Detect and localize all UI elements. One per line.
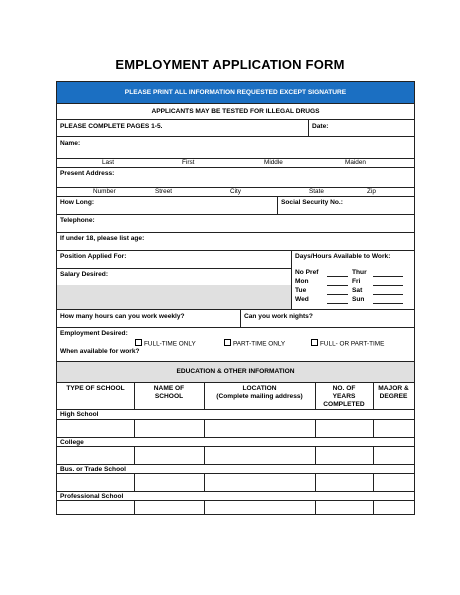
position-field[interactable] [57, 250, 291, 268]
when-available-field[interactable] [57, 346, 414, 360]
trade-school-entry-row[interactable] [57, 473, 414, 491]
school-type-high: High School [60, 411, 99, 418]
name-label: Name: [60, 140, 81, 147]
hours-weekly-field[interactable] [57, 309, 240, 327]
high-school-entry-row[interactable] [57, 419, 414, 437]
day-wed: Wed [295, 296, 309, 303]
address-part-zip: Zip [367, 188, 376, 195]
name-field[interactable] [57, 136, 414, 158]
ssn-label: Social Security No.: [281, 199, 343, 206]
checkbox-icon[interactable] [224, 339, 231, 346]
name-part-first: First [182, 159, 195, 166]
day-tue: Tue [295, 287, 307, 294]
day-sat: Sat [352, 287, 363, 294]
address-part-city: City [230, 188, 242, 195]
days-hours-label: Days/Hours Available to Work: [295, 253, 391, 260]
form-title: EMPLOYMENT APPLICATION FORM [115, 57, 345, 72]
col-type-of-school: TYPE OF SCHOOL [66, 385, 125, 392]
date-field[interactable] [308, 119, 414, 136]
professional-school-entry-row[interactable] [57, 500, 414, 514]
day-no-pref: No Pref [295, 269, 319, 276]
full-time-option[interactable]: FULL-TIME ONLY [135, 339, 196, 348]
ssn-field[interactable] [277, 196, 414, 214]
name-part-maiden: Maiden [345, 159, 366, 166]
col-name-of-school: NAME OF SCHOOL [153, 385, 185, 400]
how-long-label: How Long: [60, 199, 95, 206]
checkbox-icon[interactable] [311, 339, 318, 346]
school-type-professional: Professional School [60, 493, 124, 500]
position-label: Position Applied For: [60, 253, 127, 260]
when-available-label: When available for work? [60, 348, 140, 355]
address-label: Present Address: [60, 170, 115, 177]
drug-test-notice: APPLICANTS MAY BE TESTED FOR ILLEGAL DRUGS [151, 108, 320, 115]
part-time-option[interactable]: PART-TIME ONLY [224, 339, 285, 348]
date-label: Date: [312, 123, 329, 130]
telephone-field[interactable] [57, 214, 414, 232]
telephone-label: Telephone: [60, 217, 95, 224]
employment-desired-label: Employment Desired: [60, 330, 128, 337]
nights-label: Can you work nights? [244, 313, 313, 320]
day-mon: Mon [295, 278, 309, 285]
day-sun: Sun [352, 296, 365, 303]
how-long-field[interactable] [57, 196, 277, 214]
day-thur: Thur [352, 269, 367, 276]
college-entry-row[interactable] [57, 446, 414, 464]
name-part-last: Last [102, 159, 115, 166]
education-header: EDUCATION & OTHER INFORMATION [176, 368, 295, 375]
salary-field[interactable] [57, 268, 291, 285]
col-major-degree: MAJOR & DEGREE [378, 385, 409, 400]
col-location: LOCATION (Complete mailing address) [216, 385, 303, 400]
name-part-middle: Middle [264, 159, 283, 166]
age-field[interactable] [57, 232, 414, 250]
checkbox-icon[interactable] [135, 339, 142, 346]
hours-weekly-label: How many hours can you work weekly? [60, 313, 185, 320]
address-part-street: Street [155, 188, 173, 195]
day-fri: Fri [352, 278, 361, 285]
school-type-college: College [60, 439, 84, 446]
under18-label: If under 18, please list age: [60, 235, 145, 242]
address-part-state: State [309, 188, 324, 195]
col-years-completed: NO. OF YEARS COMPLETED [323, 385, 365, 408]
shaded-area [57, 285, 291, 309]
full-or-part-time-option[interactable]: FULL- OR PART-TIME [311, 339, 384, 348]
address-field[interactable] [57, 167, 414, 187]
complete-pages-label: PLEASE COMPLETE PAGES 1-5. [60, 123, 163, 130]
address-part-number: Number [93, 188, 116, 195]
salary-label: Salary Desired: [60, 271, 109, 278]
application-form [56, 81, 415, 515]
nights-field[interactable] [240, 309, 414, 327]
school-type-trade: Bus. or Trade School [60, 466, 126, 473]
print-instruction-banner: PLEASE PRINT ALL INFORMATION REQUESTED EXCEPT SIGNATURE [57, 82, 414, 103]
